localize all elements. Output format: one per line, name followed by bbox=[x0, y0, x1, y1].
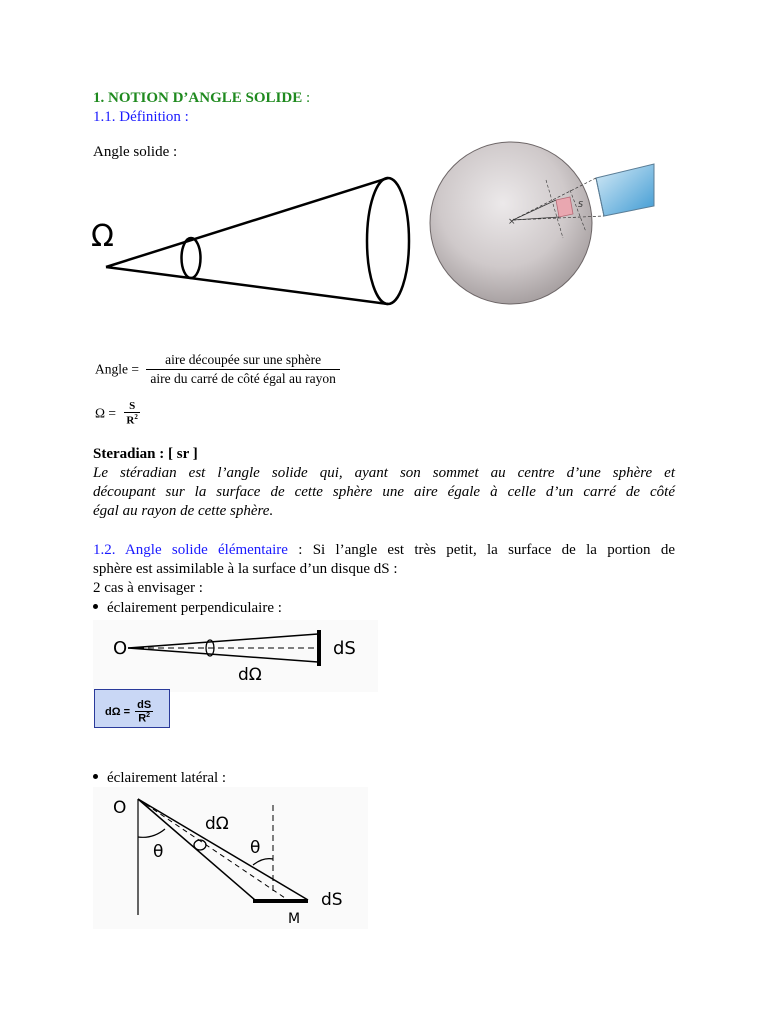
ds-label: dS bbox=[333, 638, 356, 659]
ds-label: dS bbox=[321, 890, 343, 910]
steradian-line-1: Le stéradian est l’angle solide qui, ayant son sommet au centre d’une sphère et bbox=[93, 465, 675, 481]
perpendicular-diagram bbox=[93, 620, 378, 692]
omega-fraction bbox=[124, 400, 139, 427]
angle-fraction bbox=[146, 352, 340, 387]
omega-denominator-wrap bbox=[124, 413, 139, 427]
origin-label: O bbox=[113, 798, 127, 818]
omega-formula-lhs: Ω = bbox=[95, 405, 117, 421]
omega-exponent: 2 bbox=[134, 413, 138, 421]
section-12-line-2: sphère est assimilable à la surface d’un disque dS : bbox=[93, 561, 398, 577]
bullet-perpendicular bbox=[93, 599, 282, 617]
cone-diagram bbox=[88, 170, 418, 310]
steradian-line-3: égal au rayon de cette sphère. bbox=[93, 503, 274, 519]
domega-denominator-wrap bbox=[135, 712, 153, 725]
section-title bbox=[93, 89, 310, 107]
sphere-diagram bbox=[428, 140, 660, 322]
origin-label: O bbox=[113, 638, 128, 659]
domega-exponent: 2 bbox=[146, 712, 151, 719]
omega-symbol: Ω bbox=[91, 219, 114, 254]
sphere-area-patch bbox=[556, 197, 573, 217]
m-label: M bbox=[288, 911, 301, 927]
section-12-line-3: 2 cas à envisager : bbox=[93, 580, 203, 596]
angle-formula-lhs: Angle = bbox=[95, 361, 139, 377]
angle-solide-label: Angle solide : bbox=[93, 144, 178, 160]
center-mark: × bbox=[508, 217, 516, 227]
domega-label: dΩ bbox=[238, 665, 262, 685]
section-title-text: NOTION D’ANGLE SOLIDE bbox=[108, 90, 303, 106]
cone-upper-edge bbox=[106, 178, 388, 267]
bullet-dot bbox=[93, 774, 98, 779]
subsection-title-definition: 1.1. Définition : bbox=[93, 109, 189, 125]
steradian-heading: Steradian : [ sr ] bbox=[93, 446, 198, 462]
cone-small-ellipse bbox=[182, 238, 201, 278]
section-number: 1. bbox=[93, 90, 105, 106]
omega-denominator: R bbox=[126, 414, 135, 427]
section-12-label: 1.2. Angle solide élémentaire bbox=[93, 542, 288, 558]
omega-numerator: S bbox=[124, 400, 139, 413]
domega-formula-box bbox=[94, 689, 170, 728]
projected-square bbox=[596, 164, 654, 216]
angle-numerator: aire découpée sur une sphère bbox=[146, 352, 340, 370]
sphere-s-label: S bbox=[578, 200, 584, 209]
section-12-line-1 bbox=[93, 541, 675, 559]
omega-formula bbox=[95, 400, 140, 427]
cone-lower-edge bbox=[106, 267, 388, 304]
domega-formula bbox=[105, 699, 153, 725]
steradian-line-2: découpant sur la surface de cette sphère une aire égale à celle d’un carré de côté bbox=[93, 484, 675, 500]
domega-formula-lhs: dΩ = bbox=[105, 705, 131, 718]
domega-numerator: dS bbox=[137, 699, 152, 711]
domega-fraction bbox=[135, 699, 153, 725]
cone-base-ellipse bbox=[367, 178, 409, 304]
angle-denominator: aire du carré de côté égal au rayon bbox=[150, 371, 336, 386]
section-title-colon: : bbox=[302, 90, 311, 106]
domega-label: dΩ bbox=[205, 814, 229, 834]
bullet-lateral bbox=[93, 769, 226, 787]
bullet-lateral-text: éclairement latéral : bbox=[107, 770, 227, 786]
domega-denominator: R bbox=[138, 712, 147, 725]
angle-formula bbox=[95, 352, 340, 387]
section-12-text: : Si l’angle est très petit, la surface de la portion de bbox=[287, 542, 675, 558]
lateral-diagram bbox=[93, 787, 368, 929]
theta-label-1: θ bbox=[153, 842, 164, 862]
bullet-perpendicular-text: éclairement perpendiculaire : bbox=[107, 600, 282, 616]
bullet-dot bbox=[93, 604, 98, 609]
theta-label-2: θ bbox=[250, 838, 261, 858]
